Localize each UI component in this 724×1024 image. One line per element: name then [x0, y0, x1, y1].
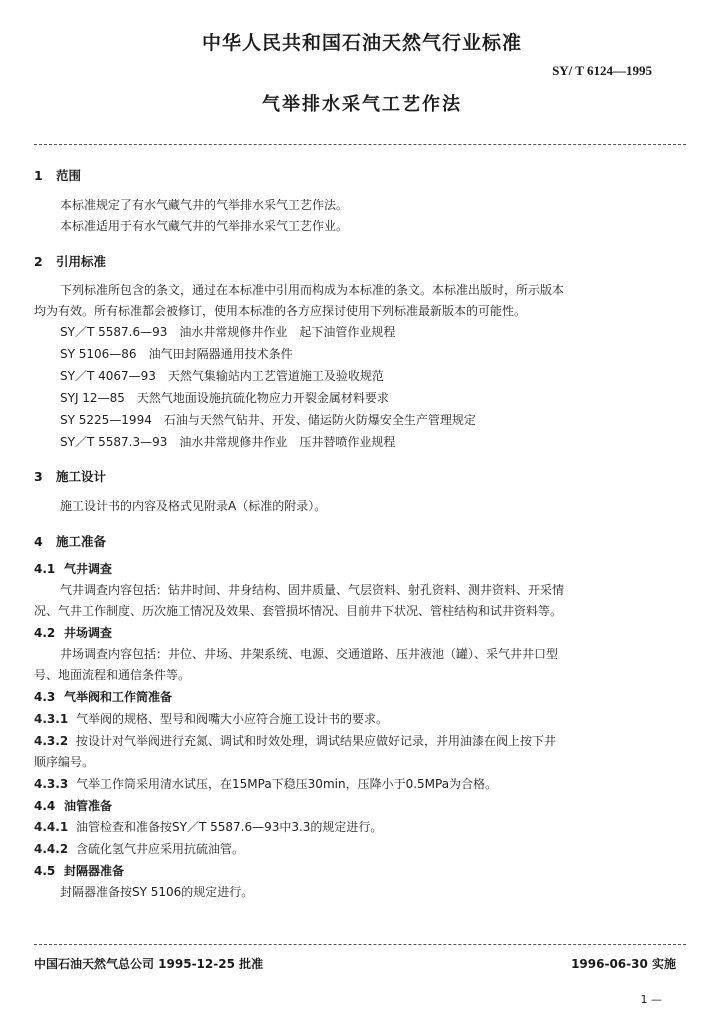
industry-standard-title: 中华人民共和国石油天然气行业标准: [201, 32, 522, 54]
subsection-title: 气井调查: [64, 562, 113, 576]
subsection-number: 4.4: [34, 799, 56, 813]
clause-text: 气举阀的规格、型号和阀嘴大小应符合施工设计书的要求。: [76, 712, 389, 726]
page-number: 1 —: [640, 993, 662, 1006]
standard-number: SY/ T 6124—1995: [552, 63, 652, 78]
subsection-number: 4.1: [34, 562, 56, 576]
section-number: 3: [34, 469, 43, 484]
subsection-title: 油管准备: [64, 799, 113, 813]
subsection-4-4-heading: [34, 797, 112, 814]
clause-4-3-1: [34, 710, 388, 728]
clause-number: 4.3.3: [34, 777, 69, 791]
clause-4-3-3: [34, 775, 497, 793]
section-1-line-1: 本标准规定了有水气藏气井的气举排水采气工艺作法。: [60, 198, 349, 212]
subsection-4-2-line-1: 井场调查内容包括：井位、井场、井架系统、电源、交通道路、压井液池（罐）、采气井井口型: [60, 647, 559, 661]
clause-4-3-2-continued: 顺序编号。: [34, 755, 95, 769]
clause-text: 含硫化氢气井应采用抗硫油管。: [76, 842, 245, 856]
subsection-title: 封隔器准备: [64, 864, 125, 878]
subsection-title: 井场调查: [64, 626, 113, 640]
section-4-heading: [34, 532, 106, 550]
subsection-number: 4.2: [34, 626, 56, 640]
footer-divider: [34, 944, 686, 945]
section-number: 1: [34, 168, 43, 183]
approval-date: 中国石油天然气总公司 1995-12-25 批准: [34, 957, 264, 971]
clause-text: 按设计对气举阀进行充氮、调试和时效处理，调试结果应做好记录，并用油漆在阀上按下井: [76, 734, 557, 748]
implementation-date: 1996-06-30 实施: [571, 957, 676, 971]
clause-number: 4.4.2: [34, 842, 69, 856]
subsection-4-1-line-1: 气井调查内容包括：钻井时间、井身结构、固井质量、气层资料、射孔资料、测井资料、开采情: [60, 583, 565, 597]
reference-item: SYJ 12—85 天然气地面设施抗硫化物应力开裂金属材料要求: [60, 391, 389, 405]
reference-item: SY 5225—1994 石油与天然气钻井、开发、储运防火防爆安全生产管理规定: [60, 413, 476, 427]
reference-item: SY／T 4067—93 天然气集输站内工艺管道施工及验收规范: [60, 369, 384, 383]
subsection-title: 气举阀和工作筒准备: [64, 690, 173, 704]
section-title: 施工准备: [56, 534, 107, 549]
section-title: 范围: [56, 168, 82, 183]
section-1-heading: [34, 166, 81, 184]
clause-number: 4.3.1: [34, 712, 69, 726]
section-1-line-2: 本标准适用于有水气藏气井的气举排水采气工艺作业。: [60, 219, 349, 233]
subsection-4-2-line-2: 号、地面流程和通信条件等。: [34, 668, 191, 682]
clause-number: 4.3.2: [34, 734, 69, 748]
clause-4-4-2: [34, 840, 244, 858]
subsection-number: 4.5: [34, 864, 56, 878]
clause-4-3-2: [34, 732, 556, 750]
section-number: 2: [34, 254, 43, 269]
section-2-heading: [34, 252, 106, 270]
section-title: 引用标准: [56, 254, 107, 269]
section-3-text: 施工设计书的内容及格式见附录A（标准的附录）。: [60, 499, 327, 513]
section-3-heading: [34, 467, 106, 485]
subsection-4-2-heading: [34, 624, 112, 641]
subsection-4-5-text: 封隔器准备按SY 5106的规定进行。: [60, 885, 254, 899]
clause-4-4-1: [34, 818, 382, 836]
subsection-4-1-line-2: 况、气井工作制度、历次施工情况及效果、套管损坏情况、目前井下状况、管柱结构和试井资料等。: [34, 604, 563, 618]
clause-text: 油管检查和准备按SY／T 5587.6—93中3.3的规定进行。: [76, 820, 383, 834]
section-number: 4: [34, 534, 43, 549]
document-title: 气举排水采气工艺作法: [262, 94, 462, 115]
clause-text: 气举工作筒采用清水试压，在15MPa下稳压30min，压降小于0.5MPa为合格。: [76, 777, 498, 791]
subsection-4-5-heading: [34, 862, 124, 879]
reference-item: SY 5106—86 油气田封隔器通用技术条件: [60, 347, 293, 361]
subsection-4-1-heading: [34, 560, 112, 577]
section-title: 施工设计: [56, 469, 107, 484]
section-2-intro-line-1: 下列标准所包含的条文，通过在本标准中引用而构成为本标准的条文。本标准出版时，所示版本: [60, 283, 565, 297]
subsection-4-3-heading: [34, 688, 172, 705]
subsection-number: 4.3: [34, 690, 56, 704]
reference-item: SY／T 5587.6—93 油水井常规修井作业 起下油管作业规程: [60, 325, 396, 339]
reference-item: SY／T 5587.3—93 油水井常规修井作业 压井替喷作业规程: [60, 435, 396, 449]
header-divider: [34, 144, 686, 145]
section-2-intro-line-2: 均为有效。所有标准都会被修订，使用本标准的各方应探讨使用下列标准最新版本的可能性。: [34, 304, 527, 318]
clause-number: 4.4.1: [34, 820, 69, 834]
